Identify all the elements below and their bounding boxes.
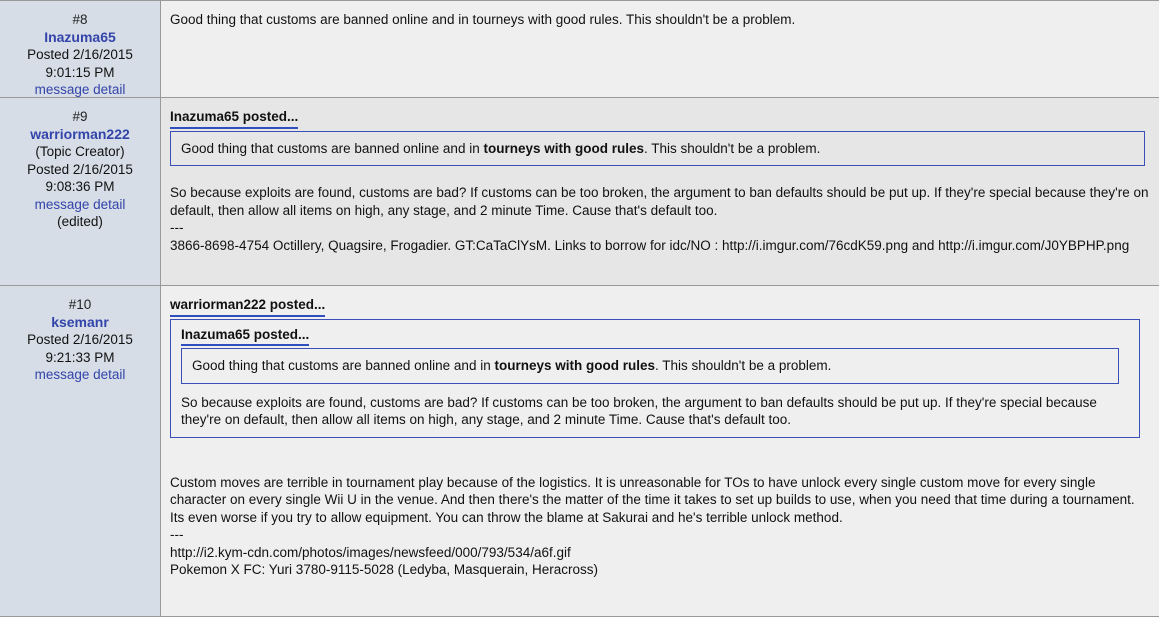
signature: Pokemon X FC: Yuri 3780-9115-5028 (Ledyba, Masquerain, Heracross): [170, 562, 598, 577]
author-name-link[interactable]: ksemanr: [51, 313, 109, 330]
quote-text-end: . This shouldn't be a problem.: [643, 140, 821, 156]
nested-quote-text: Good thing that customs are banned online and in: [192, 358, 495, 373]
author-panel: [0, 98, 161, 285]
post-time: 9:01:15 PM: [45, 64, 115, 80]
quote-box: [170, 131, 1145, 167]
quote-bold-text: tourneys with good rules: [483, 140, 644, 156]
post-date: Posted 2/16/2015: [27, 47, 133, 62]
topic-creator-label: (Topic Creator): [35, 144, 125, 159]
signature-separator: ---: [170, 220, 184, 235]
quote-header: warriorman222 posted...: [170, 296, 325, 317]
message-body: [161, 286, 1159, 616]
author-panel: [0, 286, 161, 616]
post-time: 9:21:33 PM: [45, 349, 115, 365]
message-text: Custom moves are terrible in tournament play because of the logistics. It is unreasonable for TOs to have unlock every single custom move for every single character on every single Wii U in the venue. And then there's the matter of the time it takes to set up builds to use, when you need that time during a tournament. Its even worse if you try to allow equipment. You can throw the blame at Sakurai and he's terrible unlock method.: [170, 474, 1135, 525]
quote-header: Inazuma65 posted...: [170, 108, 298, 129]
quote-box: [170, 319, 1140, 438]
message-row: [0, 286, 1159, 617]
post-date: Posted 2/16/2015: [27, 332, 133, 347]
message-detail-link[interactable]: message detail: [34, 196, 126, 212]
signature-separator: ---: [170, 527, 184, 542]
message-body: [161, 98, 1159, 285]
message-number: #9: [72, 109, 88, 124]
nested-quote-header: Inazuma65 posted...: [181, 326, 309, 347]
author-name-link[interactable]: Inazuma65: [44, 28, 116, 45]
message-body: [161, 1, 1159, 97]
message-text: Good thing that customs are banned online and in tourneys with good rules. This shouldn't be a problem.: [170, 12, 796, 27]
edited-label: (edited): [57, 214, 103, 229]
nested-quote-bold-text: tourneys with good rules: [494, 358, 655, 373]
author-panel: [0, 1, 161, 97]
quote-text: So because exploits are found, customs are bad? If customs can be too broken, the argument to ban defaults should be put up. If they're special because they're on default, then allow all items on high, any stage, and 2 minute Time. Cause that's default too.: [181, 394, 1097, 427]
signature-link[interactable]: http://i2.kym-cdn.com/photos/images/newsfeed/000/793/534/a6f.gif: [170, 544, 571, 560]
message-detail-link[interactable]: message detail: [34, 82, 126, 97]
message-text: So because exploits are found, customs are bad? If customs can be too broken, the argument to ban defaults should be put up. If they're special because they're on default, then allow all items on high, any stage, and 2 minute Time. Cause that's default too.: [170, 185, 1149, 218]
nested-quote-box: [181, 348, 1119, 384]
message-number: #10: [68, 297, 92, 312]
signature: 3866-8698-4754 Octillery, Quagsire, Frogadier. GT:CaTaClYsM. Links to borrow for idc/NO : http://i.imgur.com/76cdK59.png and http://i.imgur.com/J0YBPHP.png: [170, 237, 1130, 253]
author-name-link[interactable]: warriorman222: [30, 125, 130, 142]
quote-text: Good thing that customs are banned online and in: [181, 140, 484, 156]
message-detail-link[interactable]: message detail: [34, 367, 126, 382]
message-row: [0, 1, 1159, 98]
post-date: Posted 2/16/2015: [27, 161, 133, 177]
message-row: [0, 98, 1159, 286]
nested-quote-text-end: . This shouldn't be a problem.: [654, 358, 832, 373]
post-time: 9:08:36 PM: [45, 179, 115, 194]
message-number: #8: [72, 12, 88, 27]
